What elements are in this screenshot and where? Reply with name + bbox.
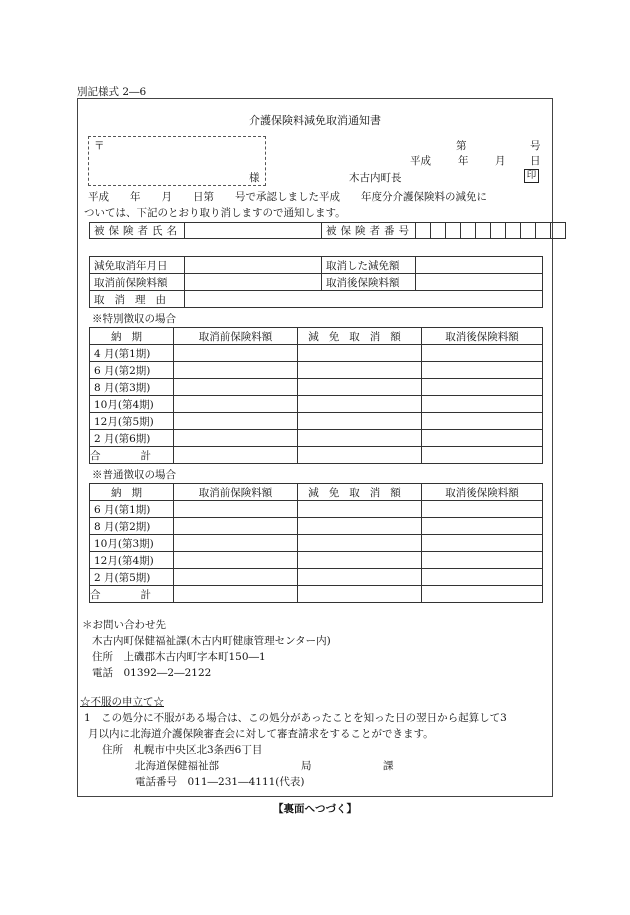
insured-number-digit[interactable] — [551, 223, 566, 239]
special-header-reduction: 減免取消額 — [298, 328, 422, 345]
special-cell[interactable] — [298, 362, 422, 379]
normal-row-label: 10月(第3期) — [90, 535, 174, 552]
insured-number-digit[interactable] — [521, 223, 536, 239]
special-total-cell[interactable] — [174, 447, 298, 464]
cancel-amount-cell[interactable] — [416, 257, 543, 274]
special-row-label: 10月(第4期) — [90, 396, 174, 413]
insured-number-digit[interactable] — [476, 223, 491, 239]
special-total-cell[interactable] — [422, 447, 543, 464]
normal-cell[interactable] — [174, 569, 298, 586]
special-cell[interactable] — [298, 396, 422, 413]
postal-mark: 〒 — [94, 140, 105, 152]
appeal-line-2: 月以内に北海道介護保険審査会に対して審査請求をすることができます。 — [88, 728, 434, 740]
special-row-label: 12月(第5期) — [90, 413, 174, 430]
cancel-date-label: 減免取消年月日 — [90, 257, 185, 274]
normal-total-cell[interactable] — [298, 586, 422, 603]
special-cell[interactable] — [174, 345, 298, 362]
normal-cell[interactable] — [422, 518, 543, 535]
normal-table — [89, 483, 543, 603]
special-cell[interactable] — [422, 413, 543, 430]
normal-header-reduction: 減免取消額 — [298, 484, 422, 501]
date-year: 年 — [458, 155, 469, 167]
cancel-date-cell[interactable] — [185, 257, 322, 274]
appeal-phone: 電話番号 011―231―4111(代表) — [135, 776, 305, 788]
insured-number-digit[interactable] — [491, 223, 506, 239]
normal-cell[interactable] — [174, 518, 298, 535]
insured-number-digit[interactable] — [446, 223, 461, 239]
date-month: 月 — [495, 155, 506, 167]
special-header-term: 納期 — [90, 328, 174, 345]
cancel-before-cell[interactable] — [185, 274, 322, 291]
insured-number-digit[interactable] — [431, 223, 446, 239]
special-header-before: 取消前保険料額 — [174, 328, 298, 345]
normal-cell[interactable] — [298, 569, 422, 586]
normal-total-label: 合計 — [90, 586, 174, 603]
special-row-label: 4 月(第1期) — [90, 345, 174, 362]
recipient-suffix: 様 — [249, 172, 260, 184]
normal-total-cell[interactable] — [174, 586, 298, 603]
insured-name-label: 被保険者氏名 — [90, 223, 185, 239]
special-row-label: 2 月(第6期) — [90, 430, 174, 447]
normal-cell[interactable] — [298, 501, 422, 518]
special-cell[interactable] — [422, 396, 543, 413]
address-box — [88, 136, 266, 186]
cancel-amount-label: 取消した減免額 — [322, 257, 416, 274]
contact-heading: ＊お問い合わせ先 — [82, 619, 166, 631]
issuer-name: 木古内町長 — [349, 172, 402, 184]
form-number: 別記様式 2―6 — [77, 86, 147, 98]
cancel-after-label: 取消後保険料額 — [322, 274, 416, 291]
special-cell[interactable] — [174, 396, 298, 413]
normal-heading: ※普通徴収の場合 — [92, 469, 176, 481]
special-total-cell[interactable] — [298, 447, 422, 464]
normal-cell[interactable] — [298, 518, 422, 535]
normal-cell[interactable] — [298, 552, 422, 569]
special-table — [89, 327, 543, 464]
doc-no-dai: 第 — [456, 140, 467, 152]
normal-header-before: 取消前保険料額 — [174, 484, 298, 501]
appeal-dept: 北海道保健福祉部 — [135, 760, 219, 772]
contact-office: 木古内町保健福祉課(木古内町健康管理センター内) — [92, 635, 331, 647]
normal-cell[interactable] — [174, 552, 298, 569]
normal-cell[interactable] — [422, 535, 543, 552]
normal-cell[interactable] — [174, 501, 298, 518]
special-cell[interactable] — [174, 430, 298, 447]
normal-cell[interactable] — [298, 535, 422, 552]
special-total-label: 合計 — [90, 447, 174, 464]
special-row-label: 8 月(第3期) — [90, 379, 174, 396]
cancel-reason-cell[interactable] — [185, 291, 543, 308]
special-cell[interactable] — [422, 430, 543, 447]
cancel-reason-label: 取消理由 — [90, 291, 185, 308]
contact-phone: 電話 01392―2―2122 — [92, 667, 212, 679]
insured-number-label: 被保険者番号 — [322, 223, 416, 239]
body-line-1: 平成 年 月 日第 号で承認しました平成 年度分介護保険料の減免に — [88, 191, 487, 203]
normal-header-after: 取消後保険料額 — [422, 484, 543, 501]
cancel-after-cell[interactable] — [416, 274, 543, 291]
date-day: 日 — [530, 155, 541, 167]
special-cell[interactable] — [422, 379, 543, 396]
special-heading: ※特別徴収の場合 — [92, 313, 176, 325]
normal-cell[interactable] — [174, 535, 298, 552]
special-cell[interactable] — [298, 379, 422, 396]
insured-number-digit[interactable] — [536, 223, 551, 239]
normal-row-label: 8 月(第2期) — [90, 518, 174, 535]
appeal-line-1: 1 この処分に不服がある場合は、この処分があったことを知った日の翌日から起算して3 — [84, 712, 507, 724]
special-cell[interactable] — [298, 413, 422, 430]
special-cell[interactable] — [174, 379, 298, 396]
insured-name-cell[interactable] — [185, 223, 322, 239]
date-era: 平成 — [410, 155, 431, 167]
normal-cell[interactable] — [422, 501, 543, 518]
insured-table — [89, 222, 566, 239]
appeal-kyoku: 局 — [301, 760, 312, 772]
normal-row-label: 6 月(第1期) — [90, 501, 174, 518]
appeal-heading: ☆不服の申立て☆ — [80, 696, 164, 708]
special-cell[interactable] — [422, 345, 543, 362]
special-header-after: 取消後保険料額 — [422, 328, 543, 345]
special-cell[interactable] — [298, 345, 422, 362]
insured-number-digit[interactable] — [416, 223, 431, 239]
insured-number-digit[interactable] — [461, 223, 476, 239]
special-cell[interactable] — [174, 413, 298, 430]
contact-address: 住所 上磯郡木古内町字本町150―1 — [92, 651, 266, 663]
special-cell[interactable] — [298, 430, 422, 447]
normal-header-term: 納期 — [90, 484, 174, 501]
cancel-before-label: 取消前保険料額 — [90, 274, 185, 291]
special-row-label: 6 月(第2期) — [90, 362, 174, 379]
insured-number-digit[interactable] — [506, 223, 521, 239]
cancellation-table — [89, 256, 543, 308]
special-cell[interactable] — [174, 362, 298, 379]
normal-cell[interactable] — [422, 552, 543, 569]
seal-mark: 印 — [524, 169, 539, 183]
normal-cell[interactable] — [422, 569, 543, 586]
document-title: 介護保険料減免取消通知書 — [249, 114, 381, 127]
normal-total-cell[interactable] — [422, 586, 543, 603]
normal-row-label: 12月(第4期) — [90, 552, 174, 569]
special-cell[interactable] — [422, 362, 543, 379]
body-line-2: ついては、下記のとおり取り消しますので通知します。 — [84, 207, 346, 219]
appeal-address: 住所 札幌市中央区北3条西6丁目 — [102, 744, 263, 756]
footer-continue: 【裏面へつづく】 — [273, 803, 357, 815]
normal-row-label: 2 月(第5期) — [90, 569, 174, 586]
appeal-ka: 課 — [383, 760, 394, 772]
doc-no-go: 号 — [530, 140, 541, 152]
